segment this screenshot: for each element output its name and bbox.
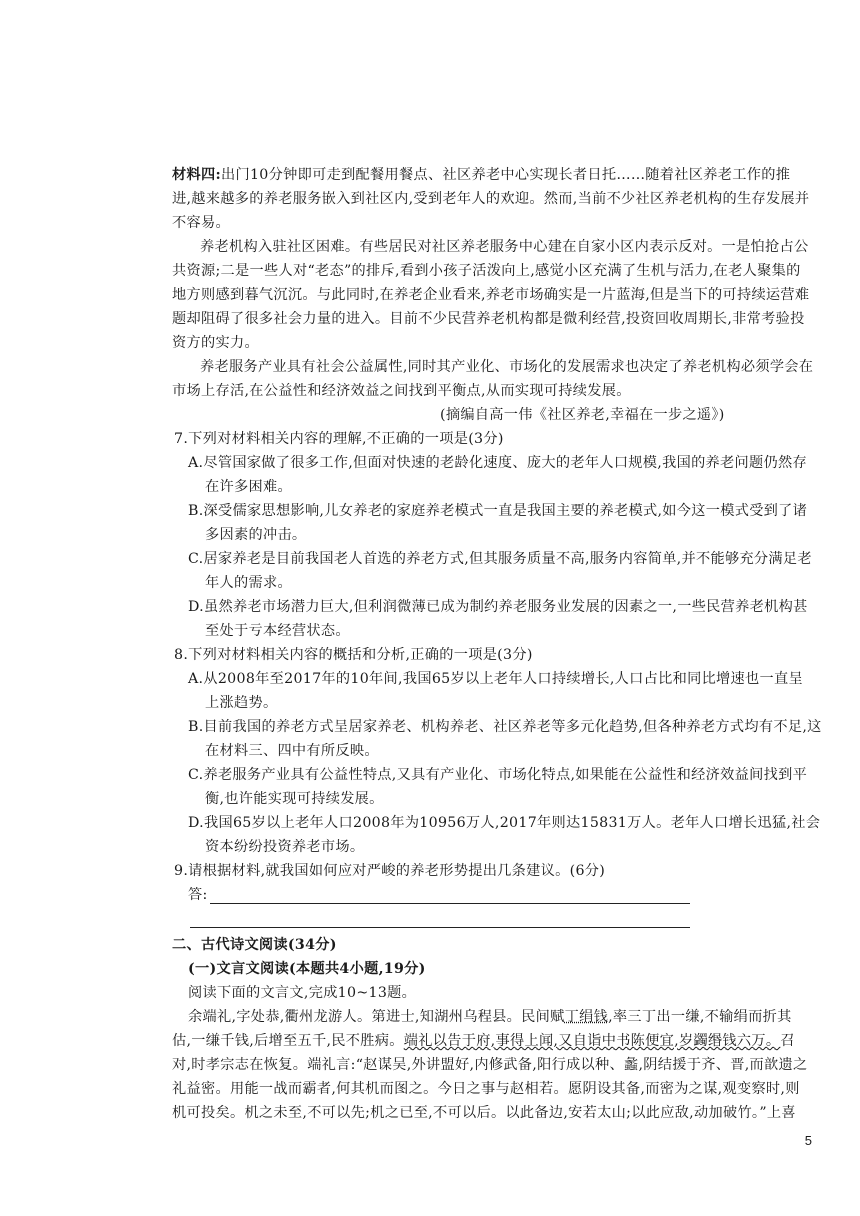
section2-instruction: 阅读下面的文言文,完成10~13题。: [188, 985, 417, 1001]
passage-line-5: 机可投矣。机之未至,不可以先;机之已至,不可以后。以此备边,安若太山;以此应敌,动加破竹。”上喜: [172, 1105, 796, 1121]
passage-text: ,率三丁出一缣,不输绢而折其: [608, 1009, 792, 1025]
material4-label: 材料四:: [172, 167, 221, 183]
passage-text: 余端礼,字处恭,衢州龙游人。第进士,知湖州乌程县。民间赋: [188, 1009, 565, 1025]
q9-answer-label: 答:: [188, 887, 208, 903]
passage-line-2: [172, 1031, 795, 1051]
q7-option-a-cont: 在许多困难。: [205, 479, 292, 495]
q8-option-d-cont: 资本纷纷投资养老市场。: [205, 839, 365, 855]
q8-option-c-cont: 衡,也许能实现可持续发展。: [205, 791, 384, 807]
material4-p2-line-1: 养老机构入驻社区困难。有些居民对社区养老服务中心建在自家小区内表示反对。一是怕抢占公: [200, 239, 809, 255]
material4-source: (摘编自高一伟《社区养老,幸福在一步之遥》): [440, 407, 725, 423]
q8-option-a-cont: 上涨趋势。: [205, 695, 278, 711]
q7-option-b-cont: 多因素的冲击。: [205, 527, 307, 543]
q7-option-c: C.居家养老是目前我国老人首选的养老方式,但其服务质量不高,服务内容简单,并不能够充分满足老: [188, 551, 812, 567]
q7-option-b: B.深受儒家思想影响,儿女养老的家庭养老模式一直是我国主要的养老模式,如今这一模式受到了诸: [188, 503, 808, 519]
q8-option-b: B.目前我国的养老方式呈居家养老、机构养老、社区养老等多元化趋势,但各种养老方式均有不足,这: [188, 719, 822, 735]
passage-line-3: 对,时孝宗志在恢复。端礼言:“赵谋吴,外讲盟好,内修武备,阳行成以种、蠡,阴结援于齐、晋,而歆遗之: [172, 1057, 808, 1073]
q8-option-c: C.养老服务产业具有公益性特点,又具有产业化、市场化特点,如果能在公益性和经济效益间找到平: [188, 767, 808, 783]
material4-text: 出门10分钟即可走到配餐用餐点、社区养老中心实现长者日托……随着社区养老工作的推: [221, 167, 791, 183]
material4-p2-line-4: 题却阻碍了很多社会力量的进入。目前不少民营养老机构都是微利经营,投资回收周期长,非常考验投: [172, 311, 805, 327]
passage-text: 召: [780, 1033, 795, 1049]
material4-p3-line-1: 养老服务产业具有社会公益属性,同时其产业化、市场化的发展需求也决定了养老机构必须学会在: [200, 359, 814, 375]
q7-option-c-cont: 年人的需求。: [205, 575, 292, 591]
material4-line-3: 不容易。: [172, 215, 230, 231]
material4-p3-line-2: 市场上存活,在公益性和经济效益之间找到平衡点,从而实现可持续发展。: [172, 383, 631, 399]
q7-option-d-cont: 至处于亏本经营状态。: [205, 623, 350, 639]
passage-line-1: [188, 1007, 792, 1027]
material4-p2-line-2: 共资源;二是一些人对“老态”的排斥,看到小孩子活泼向上,感觉小区充满了生机与活力,在老人聚集的: [172, 263, 801, 279]
answer-line-2[interactable]: [190, 927, 690, 928]
material4-p2-line-3: 地方则感到暮气沉沉。与此同时,在养老企业看来,养老市场确实是一片蓝海,但是当下的可持续运营难: [172, 287, 810, 303]
q8-option-d: D.我国65岁以上老年人口2008年为10956万人,2017年则达15831万人。老年人口增长迅猛,社会: [188, 815, 821, 831]
answer-line-1[interactable]: [210, 903, 690, 904]
material4-p2-line-5: 资方的实力。: [172, 335, 259, 351]
dotted-term: 丁绢钱: [564, 1009, 609, 1025]
q8-stem: 8.下列对材料相关内容的概括和分析,正确的一项是(3分): [174, 647, 533, 663]
q8-option-b-cont: 在材料三、四中有所反映。: [205, 743, 379, 759]
q7-stem: 7.下列对材料相关内容的理解,不正确的一项是(3分): [174, 431, 504, 447]
q7-option-d: D.虽然养老市场潜力巨大,但利润微薄已成为制约养老服务业发展的因素之一,一些民营养老机构甚: [188, 599, 808, 615]
passage-text: 估,一缣千钱,后增至五千,民不胜病。: [172, 1033, 404, 1049]
section2-title: 二、古代诗文阅读(34分): [172, 937, 337, 953]
passage-line-4: 礼益密。用能一战而霸者,何其机而图之。今日之事与赵相若。愿阴设其备,而密为之谋,观变察时,则: [172, 1081, 800, 1097]
q8-option-a: A.从2008年至2017年的10年间,我国65岁以上老年人口持续增长,人口占比和同比增速也一直呈: [188, 671, 803, 687]
material4-line-1: [172, 165, 790, 185]
material4-line-2: 进,越来越多的养老服务嵌入到社区内,受到老年人的欢迎。然而,当前不少社区养老机构的生存发展并: [172, 191, 810, 207]
section2-subtitle: (一)文言文阅读(本题共4小题,19分): [188, 961, 426, 977]
page-number: 5: [804, 1133, 812, 1148]
q7-option-a: A.尽管国家做了很多工作,但面对快速的老龄化速度、庞大的老年人口规模,我国的养老问题仍然存: [188, 455, 807, 471]
q9-stem: 9.请根据材料,就我国如何应对严峻的养老形势提出几条建议。(6分): [174, 863, 606, 879]
wavy-underlined-sentence: 端礼以告于府,事得上闻,又自诣中书陈便宜,岁蠲缗钱六万。: [403, 1033, 781, 1049]
